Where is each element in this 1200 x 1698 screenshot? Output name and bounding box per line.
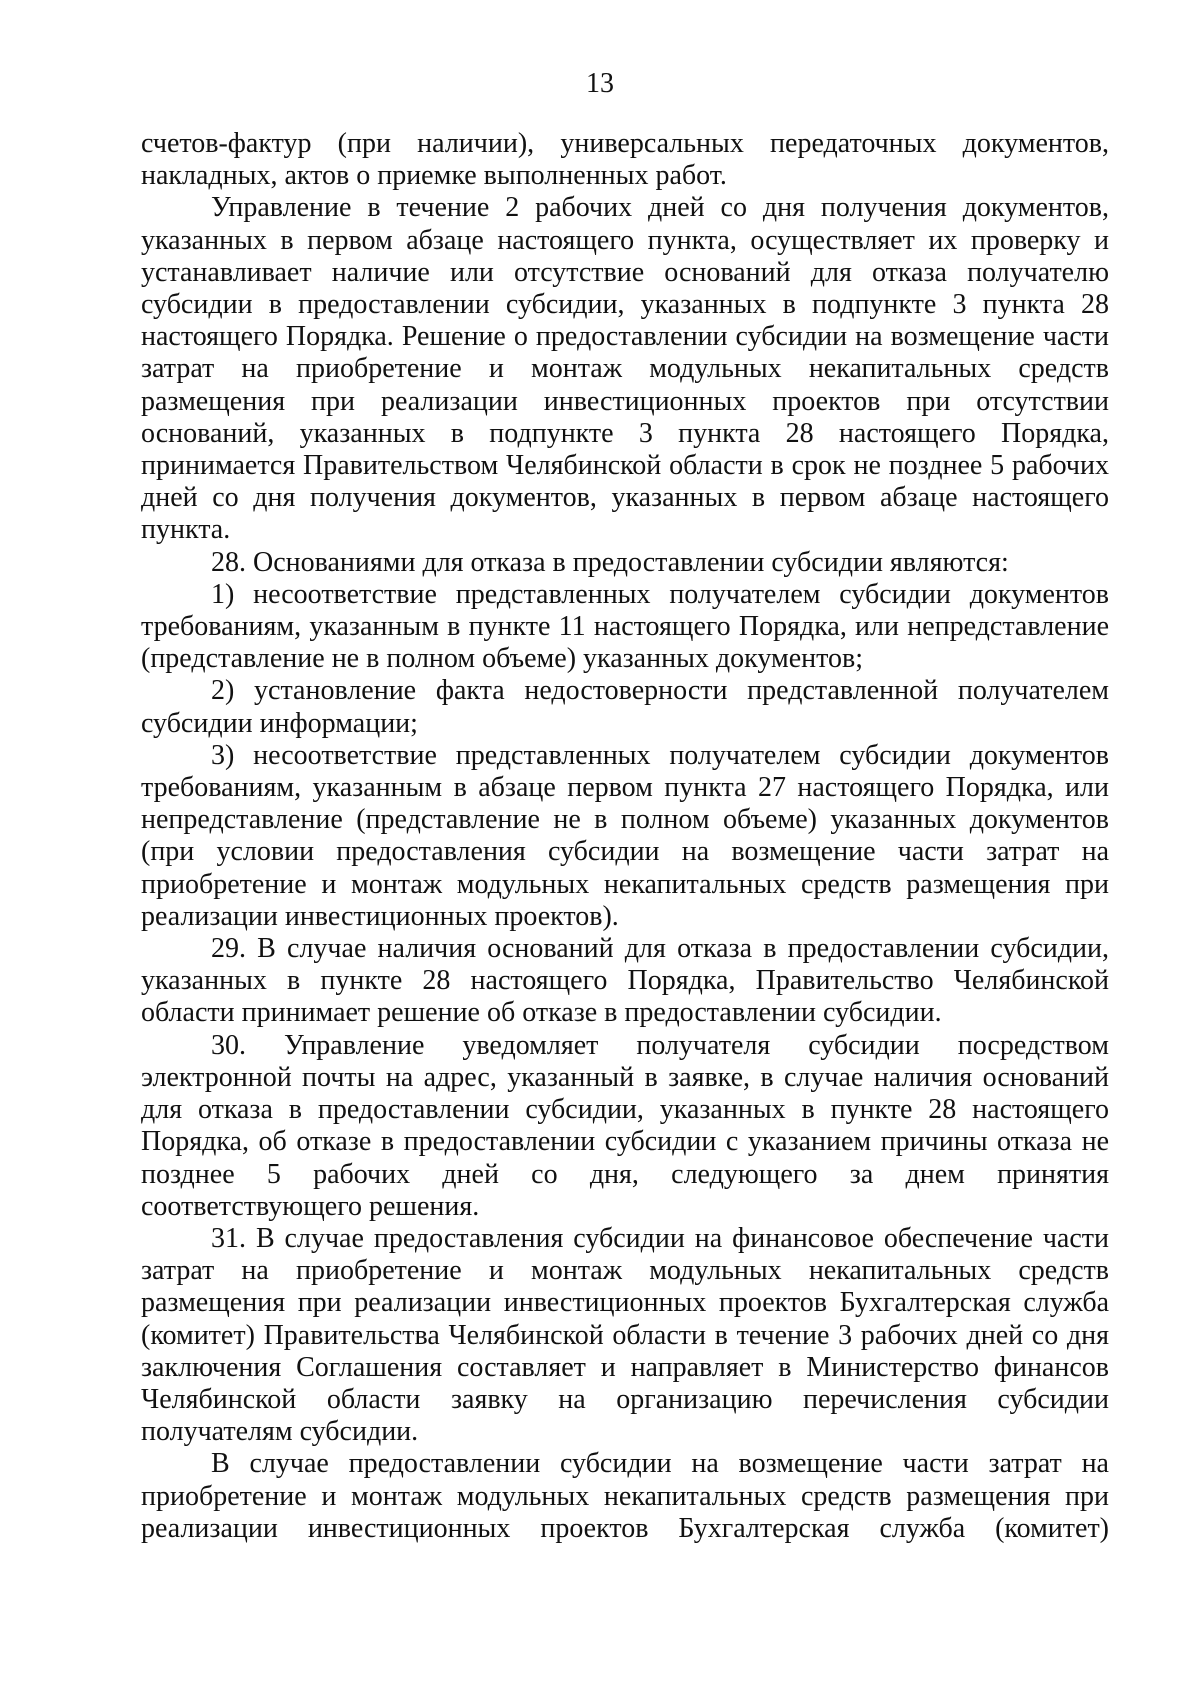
paragraph-item-31: 31. В случае предоставления субсидии на финансовое обеспечение части затрат на приобретение и монтаж модульных некапитальных средств размещения при реализации инвестиционных проектов Бухгалтерская служба (комитет) Правительства Челябинской области в течение 3 рабочих дней со дня заключения Соглашения составляет и направляет в Министерство финансов Челябинской области заявку на организацию перечисления субсидии получателям субсидии. — [141, 1222, 1109, 1448]
paragraph-item-28: 28. Основаниями для отказа в предоставлении субсидии являются: — [211, 546, 1009, 578]
paragraph-subitem-1: 1) несоответствие представленных получателем субсидии документов требованиям, указанным в пункте 11 настоящего Порядка, или непредставление (представление не в полном объеме) указанных документов; — [141, 578, 1109, 675]
paragraph-subitem-3: 3) несоответствие представленных получателем субсидии документов требованиям, указанным в абзаце первом пункта 27 настоящего Порядка, или непредставление (представление не в полном объеме) указанных документов (при условии предоставления субсидии на возмещение части затрат на приобретение и монтаж модульных некапитальных средств размещения при реализации инвестиционных проектов). — [141, 739, 1109, 932]
paragraph-item-30: 30. Управление уведомляет получателя субсидии посредством электронной почты на адрес, указанный в заявке, в случае наличия оснований для отказа в предоставлении субсидии, указанных в пункте 28 настоящего Порядка, об отказе в предоставлении субсидии с указанием причины отказа не позднее 5 рабочих дней со дня, следующего за днем принятия соответствующего решения. — [141, 1029, 1109, 1222]
paragraph-management-review: Управление в течение 2 рабочих дней со дня получения документов, указанных в первом абзаце настоящего пункта, осуществляет их проверку и устанавливает наличие или отсутствие оснований для отказа получателю субсидии в предоставлении субсидии, указанных в подпункте 3 пункта 28 настоящего Порядка. Решение о предоставлении субсидии на возмещение части затрат на приобретение и монтаж модульных некапитальных средств размещения при реализации инвестиционных проектов при отсутствии оснований, указанных в подпункте 3 пункта 28 настоящего Порядка, принимается Правительством Челябинской области в срок не позднее 5 рабочих дней со дня получения документов, указанных в первом абзаце настоящего пункта. — [141, 192, 1109, 546]
page-number: 13 — [586, 68, 614, 99]
paragraph-continuation: счетов-фактур (при наличии), универсальных передаточных документов, накладных, актов о приемке выполненных работ. — [141, 128, 1109, 192]
paragraph-reimbursement-case: В случае предоставлении субсидии на возмещение части затрат на приобретение и монтаж модульных некапитальных средств размещения при реализации инвестиционных проектов Бухгалтерская служба (комитет) — [141, 1448, 1109, 1544]
paragraph-subitem-2: 2) установление факта недостоверности представленной получателем субсидии информации; — [141, 675, 1109, 739]
document-body — [141, 128, 1109, 1545]
paragraph-item-29: 29. В случае наличия оснований для отказа в предоставлении субсидии, указанных в пункте 28 настоящего Порядка, Правительство Челябинской области принимает решение об отказе в предоставлении субсидии. — [141, 933, 1109, 1029]
